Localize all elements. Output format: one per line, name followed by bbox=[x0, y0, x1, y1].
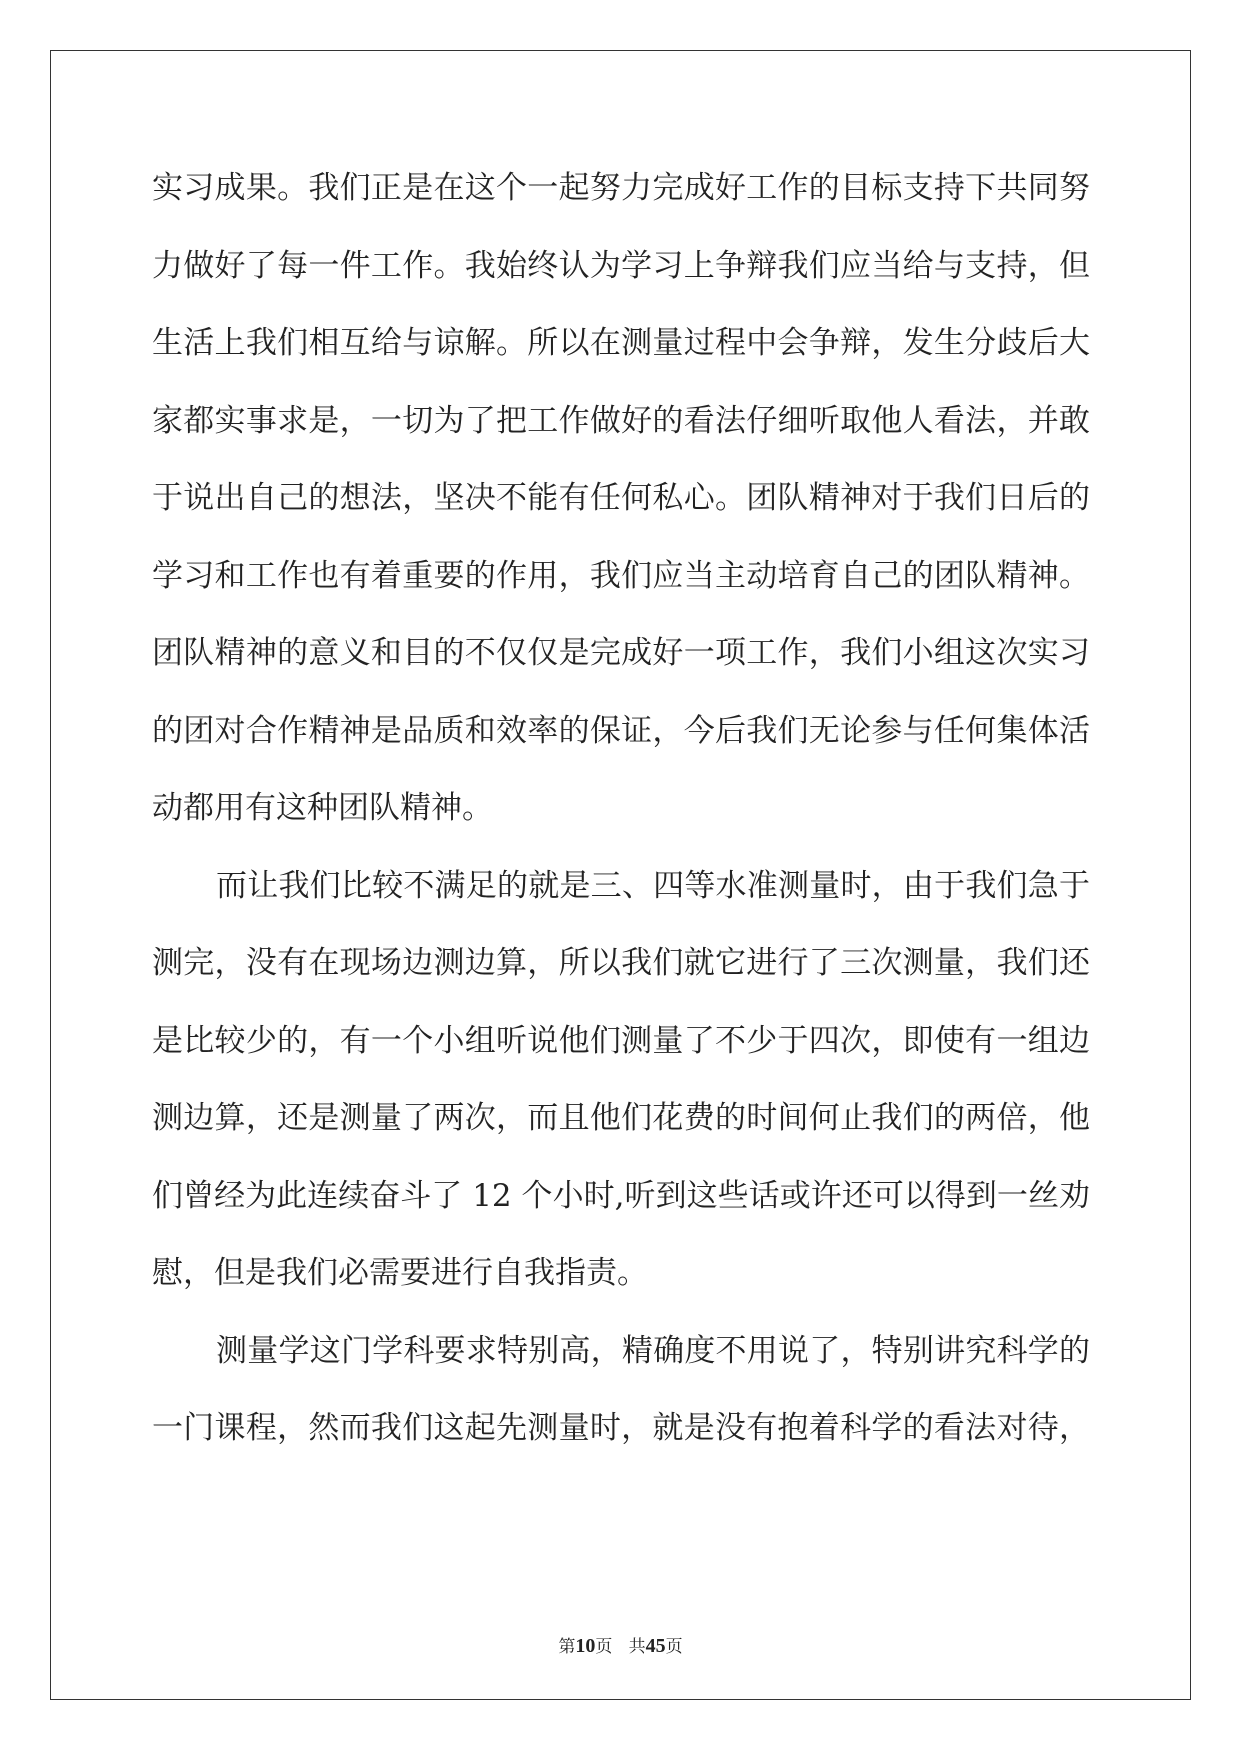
text-line: 团队精神的意义和目的不仅仅是完成好一项工作，我们小组这次实习 bbox=[152, 635, 1090, 671]
text-line: 慰，但是我们必需要进行自我指责。 bbox=[152, 1255, 648, 1291]
page-prefix: 第 bbox=[558, 1637, 576, 1657]
text-line: 实习成果。我们正是在这个一起努力完成好工作的目标支持下共同努 bbox=[152, 170, 1090, 206]
text-line: 一门课程，然而我们这起先测量时，就是没有抱着科学的看法对待， bbox=[152, 1410, 1090, 1446]
text-line: 们曾经为此连续奋斗了 12 个小时,听到这些话或许还可以得到一丝劝 bbox=[152, 1177, 1090, 1214]
text-line: 测边算，还是测量了两次，而且他们花费的时间何止我们的两倍，他 bbox=[152, 1100, 1090, 1136]
text-line: 测量学这门学科要求特别高，精确度不用说了，特别讲究科学的 bbox=[216, 1332, 1090, 1369]
text-line: 力做好了每一件工作。我始终认为学习上争辩我们应当给与支持，但 bbox=[152, 247, 1090, 284]
text-line: 学习和工作也有着重要的作用，我们应当主动培育自己的团队精神。 bbox=[152, 557, 1090, 594]
text-line: 而让我们比较不满足的就是三、四等水准测量时，由于我们急于 bbox=[216, 867, 1090, 904]
text-line: 测完，没有在现场边测边算，所以我们就它进行了三次测量，我们还 bbox=[152, 945, 1090, 981]
text-line: 是比较少的，有一个小组听说他们测量了不少于四次，即使有一组边 bbox=[152, 1022, 1090, 1059]
text-line: 生活上我们相互给与谅解。所以在测量过程中会争辩，发生分歧后大 bbox=[152, 325, 1090, 361]
total-suffix: 页 bbox=[665, 1637, 683, 1657]
text-line: 动都用有这种团队精神。 bbox=[152, 790, 493, 826]
page-footer bbox=[0, 1632, 1241, 1658]
text-line: 家都实事求是，一切为了把工作做好的看法仔细听取他人看法，并敢 bbox=[152, 402, 1090, 439]
text-line: 于说出自己的想法，坚决不能有任何私心。团队精神对于我们日后的 bbox=[152, 480, 1090, 516]
total-pages: 45 bbox=[645, 1635, 666, 1657]
text-line: 的团对合作精神是品质和效率的保证，今后我们无论参与任何集体活 bbox=[152, 712, 1090, 749]
page-number: 10 bbox=[575, 1635, 596, 1657]
page-suffix: 页 bbox=[595, 1637, 613, 1657]
total-prefix: 共 bbox=[628, 1637, 646, 1657]
document-body bbox=[152, 168, 1090, 1486]
